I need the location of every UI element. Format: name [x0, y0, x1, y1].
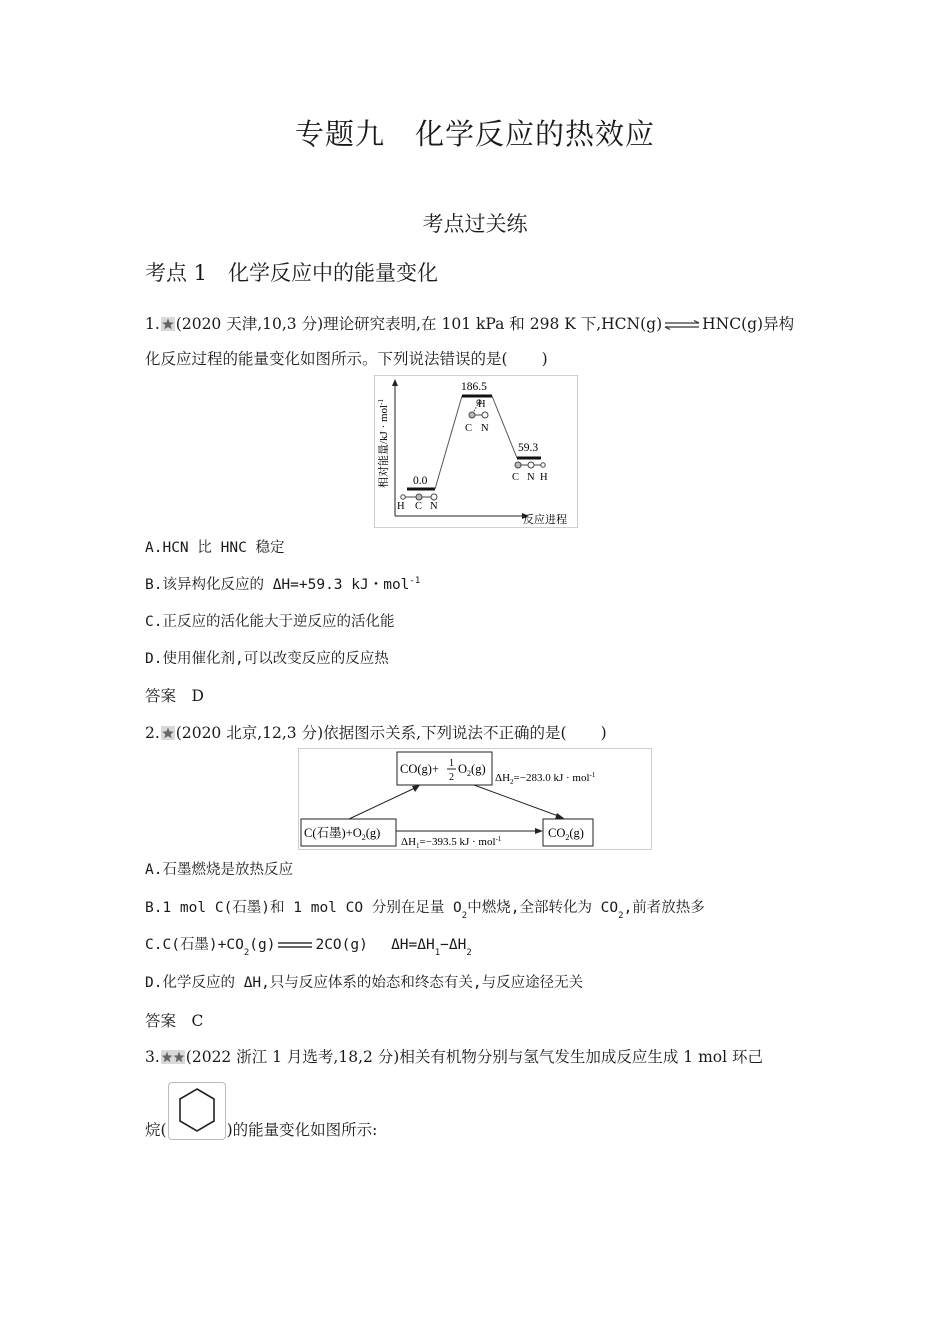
q1-number: 1. — [145, 315, 160, 333]
q2-stem — [145, 721, 607, 743]
q3-text-b: )的能量变化如图所示: — [226, 1121, 378, 1139]
q1-option-a: A.HCN 比 HNC 稳定 — [145, 540, 285, 556]
difficulty-stars-icon — [161, 1050, 185, 1064]
molecule-ts-icon — [465, 399, 489, 434]
page-subtitle: 考点过关练 — [422, 212, 528, 236]
q1-close-paren: ) — [541, 350, 548, 368]
cyclohexane-structure-icon — [168, 1082, 226, 1140]
svg-text:H: H — [397, 501, 405, 512]
page-title: 专题九 化学反应的热效应 — [294, 117, 655, 151]
q1-stem-line2 — [145, 347, 548, 369]
q2-option-d: D.化学反应的 ΔH,只与反应体系的始态和终态有关,与反应途径无关 — [145, 975, 584, 991]
q2-source: (2020 北京,12,3 分)依据图示关系,下列说法不正确的是( — [175, 724, 567, 742]
difficulty-star-icon — [161, 317, 175, 331]
level-1: 186.5 — [461, 381, 487, 393]
box-left-label: C(石墨)$+O_2(g)$ — [304, 826, 381, 842]
svg-text:O2(g): $O_2(g)$ — [458, 762, 486, 778]
hess-cycle-figure — [298, 748, 652, 850]
q1-answer: 答案 D — [145, 687, 204, 705]
svg-text:N: N — [481, 423, 489, 434]
box-right-label: $CO_2(g)$ — [548, 826, 584, 842]
molecule-start-icon — [397, 494, 438, 512]
section-heading: 考点 1 化学反应中的能量变化 — [145, 261, 439, 285]
q2-close-paren: ) — [600, 724, 607, 742]
svg-text:C: C — [415, 501, 423, 512]
dh2-label: $\Delta H_2=-283.0$ kJ · mol$^{-1}$ — [495, 771, 596, 786]
svg-text:H: H — [540, 472, 548, 483]
svg-text:C: C — [512, 472, 520, 483]
q3-source: (2022 浙江 1 月选考,18,2 分)相关有机物分别与氢气发生加成反应生成 1 mol 环己 — [185, 1048, 763, 1066]
q3-stem-line1 — [145, 1045, 763, 1067]
difficulty-star-icon — [161, 726, 175, 740]
level-0: 0.0 — [413, 475, 428, 487]
q1-option-b: B.该异构化反应的 ΔH=+59.3 kJ・mol$^{-1}$ — [145, 576, 421, 593]
level-2: 59.3 — [518, 442, 539, 454]
q3-text-a: 烷( — [145, 1121, 167, 1139]
q2-option-c: C.C(石墨)$+CO_2(g)$ 2CO(g) $\Delta H=\Delta H_1-\Delta H_2$ — [145, 937, 472, 958]
svg-text:N: N — [527, 472, 535, 483]
dh1-label: $\Delta H_1=-393.5$ kJ · mol$^{-1}$ — [401, 835, 502, 849]
reversible-arrow-icon — [664, 320, 700, 330]
svg-text:2: 2 — [449, 772, 454, 783]
box-top-label: CO(g)+ — [400, 762, 439, 776]
q2-option-b: B.1 mol C(石墨)和 1 mol CO 分别在足量 $O_2$中燃烧,全部转化为 $CO_2$,前者放热多 — [145, 900, 705, 921]
q2-option-a: A.石墨燃烧是放热反应 — [145, 862, 293, 878]
svg-text:1: 1 — [449, 758, 454, 769]
equals-sign-icon — [277, 940, 313, 950]
q1-option-c: C.正反应的活化能大于逆反应的活化能 — [145, 614, 395, 630]
svg-text:N: N — [430, 501, 438, 512]
q1-product: HNC(g)异构 — [702, 315, 795, 333]
energy-profile-figure — [374, 375, 578, 528]
x-axis-label: 反应进程 — [523, 514, 567, 526]
svg-text:C: C — [465, 423, 473, 434]
q2-answer: 答案 C — [145, 1012, 204, 1030]
q1-stem-text: 化反应过程的能量变化如图所示。下列说法错误的是( — [145, 350, 508, 368]
y-axis-label: 相对能量/kJ · mol$^{-1}$ — [377, 399, 390, 488]
q1-stem-line1 — [145, 312, 794, 334]
q1-option-d: D.使用催化剂,可以改变反应的反应热 — [145, 651, 389, 667]
q2-number: 2. — [145, 724, 160, 742]
q1-source: (2020 天津,10,3 分)理论研究表明,在 101 kPa 和 298 K 下,HCN(g) — [175, 315, 663, 333]
svg-text:H: H — [478, 399, 486, 410]
q3-number: 3. — [145, 1048, 160, 1066]
molecule-end-icon — [512, 462, 548, 483]
